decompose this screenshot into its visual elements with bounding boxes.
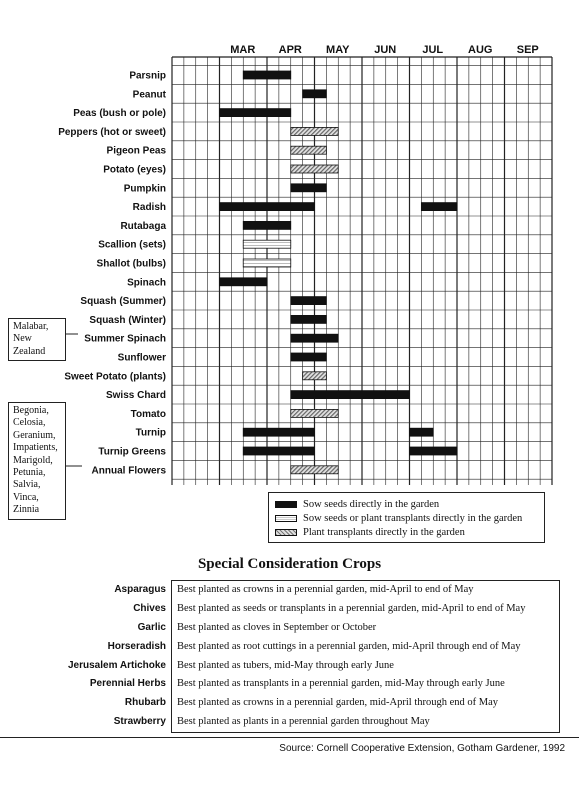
note-line: Zinnia bbox=[13, 504, 40, 516]
legend-swatch-both bbox=[275, 515, 297, 522]
note-line: Malabar, bbox=[13, 321, 49, 332]
special-crop-name: Strawberry bbox=[113, 716, 166, 728]
crop-label: Peanut bbox=[132, 89, 166, 101]
special-crop-name: Perennial Herbs bbox=[89, 678, 166, 690]
note-line: Celosia, bbox=[13, 417, 46, 429]
footer-divider bbox=[0, 737, 579, 738]
special-crop-name: Asparagus bbox=[114, 583, 166, 595]
planting-bar-sow bbox=[243, 447, 314, 455]
planting-bar-sow bbox=[303, 90, 327, 98]
annual-flowers-connector bbox=[66, 465, 82, 467]
month-label: JUL bbox=[422, 44, 444, 56]
month-label: MAY bbox=[326, 44, 350, 56]
crop-label: Scallion (sets) bbox=[98, 239, 166, 251]
special-crop-name: Horseradish bbox=[107, 640, 166, 652]
crop-label: Turnip Greens bbox=[98, 446, 166, 458]
summer-spinach-note bbox=[8, 318, 66, 361]
crop-label: Parsnip bbox=[129, 70, 166, 82]
crop-label: Peas (bush or pole) bbox=[73, 108, 166, 120]
special-crop-desc: Best planted as crowns in a perennial garden, mid-April to end of May bbox=[177, 584, 474, 595]
special-crop-desc: Best planted as transplants in a perennial garden, mid-May through early June bbox=[177, 678, 505, 690]
planting-bar-sow bbox=[243, 221, 291, 229]
crop-label: Squash (Summer) bbox=[80, 296, 166, 308]
special-crop-desc: Best planted as plants in a perennial garden throughout May bbox=[177, 716, 430, 728]
legend-swatch-sow bbox=[275, 501, 297, 508]
special-crop-name: Garlic bbox=[137, 621, 166, 633]
crop-label: Summer Spinach bbox=[84, 333, 166, 345]
legend-item-both bbox=[275, 511, 538, 525]
planting-bar-both bbox=[243, 259, 291, 267]
crop-label: Sweet Potato (plants) bbox=[64, 371, 166, 383]
special-crop-desc: Best planted as root cuttings in a perennial garden, mid-April through end of May bbox=[177, 640, 521, 652]
source-credit: Source: Cornell Cooperative Extension, Gotham Gardener, 1992 bbox=[279, 743, 565, 754]
crop-labels bbox=[58, 71, 166, 477]
planting-bar-sow bbox=[220, 109, 291, 117]
month-label: AUG bbox=[468, 44, 493, 56]
legend-swatch-plant bbox=[275, 529, 297, 536]
planting-bar-sow bbox=[410, 447, 458, 455]
planting-bar-sow bbox=[291, 315, 327, 323]
crop-label: Squash (Winter) bbox=[89, 314, 166, 326]
special-crop-desc: Best planted as tubers, mid-May through early June bbox=[177, 659, 394, 671]
special-crop-desc: Best planted as crowns in a perennial garden, mid-April through end of May bbox=[177, 697, 499, 709]
crop-label: Peppers (hot or sweet) bbox=[58, 126, 166, 138]
note-line: Salvia, bbox=[13, 479, 41, 491]
crop-label: Swiss Chard bbox=[105, 390, 166, 402]
planting-bar-sow bbox=[421, 203, 457, 211]
month-label: APR bbox=[278, 44, 302, 56]
special-crops-table bbox=[4, 580, 560, 731]
note-line: New Zealand bbox=[13, 333, 46, 357]
note-line: Vinca, bbox=[13, 491, 39, 503]
crop-label: Spinach bbox=[127, 277, 166, 289]
special-crop-name: Chives bbox=[133, 602, 166, 614]
planting-bar-sow bbox=[220, 278, 268, 286]
crop-label: Turnip bbox=[135, 427, 166, 439]
note-line: Marigold, bbox=[13, 454, 53, 466]
planting-bar-plant bbox=[291, 466, 339, 474]
crop-label: Pigeon Peas bbox=[106, 145, 166, 157]
planting-bar-sow bbox=[291, 391, 410, 399]
planting-bar-plant bbox=[291, 165, 339, 173]
planting-bar-sow bbox=[291, 334, 339, 342]
planting-bar-sow bbox=[220, 203, 315, 211]
crop-label: Radish bbox=[132, 202, 166, 214]
crop-label: Tomato bbox=[130, 408, 166, 420]
chart-grid bbox=[172, 57, 552, 485]
crop-label: Rutabaga bbox=[120, 220, 166, 232]
note-line: Geranium, bbox=[13, 429, 56, 441]
planting-bar-plant bbox=[291, 409, 339, 417]
month-label: JUN bbox=[374, 44, 397, 56]
planting-bar-plant bbox=[291, 146, 327, 154]
legend-label: Sow seeds or plant transplants directly in the garden bbox=[303, 512, 523, 524]
planting-bar-sow bbox=[291, 184, 327, 192]
special-crops-title: Special Consideration Crops bbox=[197, 556, 382, 572]
special-crop-desc: Best planted as cloves in September or October bbox=[177, 621, 377, 633]
note-line: Begonia, bbox=[13, 405, 49, 416]
planting-bar-plant bbox=[291, 127, 339, 135]
note-line: Petunia, bbox=[13, 467, 46, 479]
special-crop-descriptions bbox=[171, 580, 560, 733]
planting-bar-plant bbox=[303, 372, 327, 380]
legend-label: Plant transplants directly in the garden bbox=[303, 526, 465, 538]
chart-legend bbox=[268, 492, 545, 543]
planting-bar-sow bbox=[410, 428, 434, 436]
legend-label: Sow seeds directly in the garden bbox=[303, 498, 440, 510]
crop-label: Sunflower bbox=[117, 352, 166, 364]
crop-label: Potato (eyes) bbox=[103, 164, 166, 176]
legend-item-sow bbox=[275, 497, 538, 511]
planting-bar-sow bbox=[243, 428, 314, 436]
note-line: Impatients, bbox=[13, 442, 58, 454]
crop-label: Shallot (bulbs) bbox=[96, 258, 166, 270]
summer-spinach-connector bbox=[66, 333, 78, 335]
planting-bar-sow bbox=[291, 353, 327, 361]
planting-bar-sow bbox=[243, 71, 291, 79]
annual-flowers-note bbox=[8, 402, 66, 520]
month-label: MAR bbox=[230, 44, 256, 56]
special-crop-desc: Best planted as seeds or transplants in a perennial garden, mid-April to end of May bbox=[177, 602, 526, 614]
month-label: SEP bbox=[516, 44, 539, 56]
special-crop-name: Rhubarb bbox=[124, 697, 166, 709]
planting-bar-sow bbox=[291, 297, 327, 305]
month-labels bbox=[230, 44, 539, 56]
legend-item-plant bbox=[275, 525, 538, 539]
crop-label: Pumpkin bbox=[123, 183, 166, 195]
crop-label: Annual Flowers bbox=[91, 465, 166, 477]
planting-bar-both bbox=[243, 240, 291, 248]
special-crop-name: Jerusalem Artichoke bbox=[67, 659, 166, 671]
